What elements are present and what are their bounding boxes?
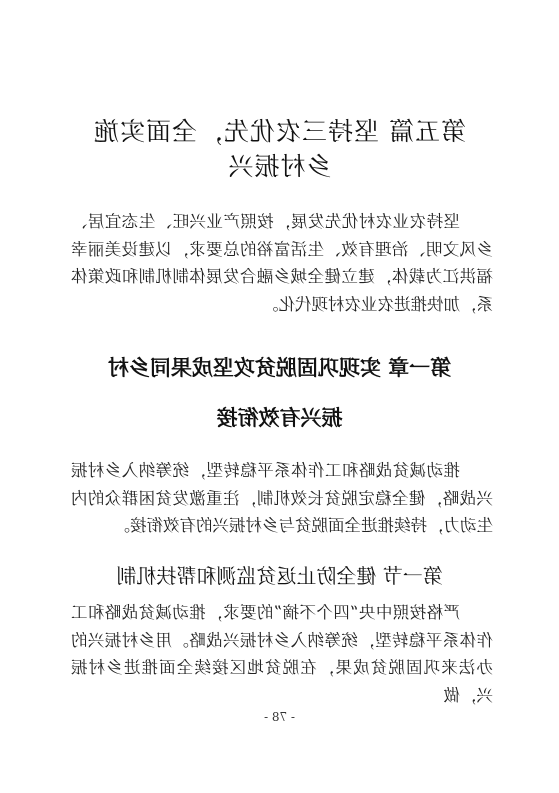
section-paragraph: 严格按照中央“四个不摘”的要求，推动减贫战略和工作体系平稳转型，统筹纳入乡村振兴战略。用乡村振兴的办法来巩固脱贫成果，在脱贫地区接续全面推进乡村振兴，做 [71, 603, 493, 705]
chapter-paragraph: 推动减贫战略和工作体系平稳转型，统筹纳入乡村振兴战略，健全稳定脱贫长效机制，注重激发贫困群众的内生动力，持续推进全面脱贫与乡村振兴的有效衔接。 [71, 461, 493, 535]
section-title: 第一节 健全防止返贫监测和帮扶机制 [116, 564, 443, 588]
chapter-title-line1: 第一章 实现巩固脱贫攻坚成果同乡村 [107, 356, 452, 380]
chapter-title-line2: 振兴有效衔接 [216, 406, 343, 430]
intro-paragraph: 坚持农业农村优先发展，按照产业兴旺、生态宜居、乡风文明、治理有效、生活富裕的总要求，以建设美丽幸福洪江为载体，建立健全城乡融合发展体制机制和政策体系，加快推进农业农村现代化。 [71, 212, 493, 314]
part-title-line2: 乡村振兴 [227, 152, 332, 181]
part-title-line1: 第五篇 坚持三农优先，全面实施 [93, 117, 466, 146]
page-number: - 78 - [264, 710, 296, 724]
